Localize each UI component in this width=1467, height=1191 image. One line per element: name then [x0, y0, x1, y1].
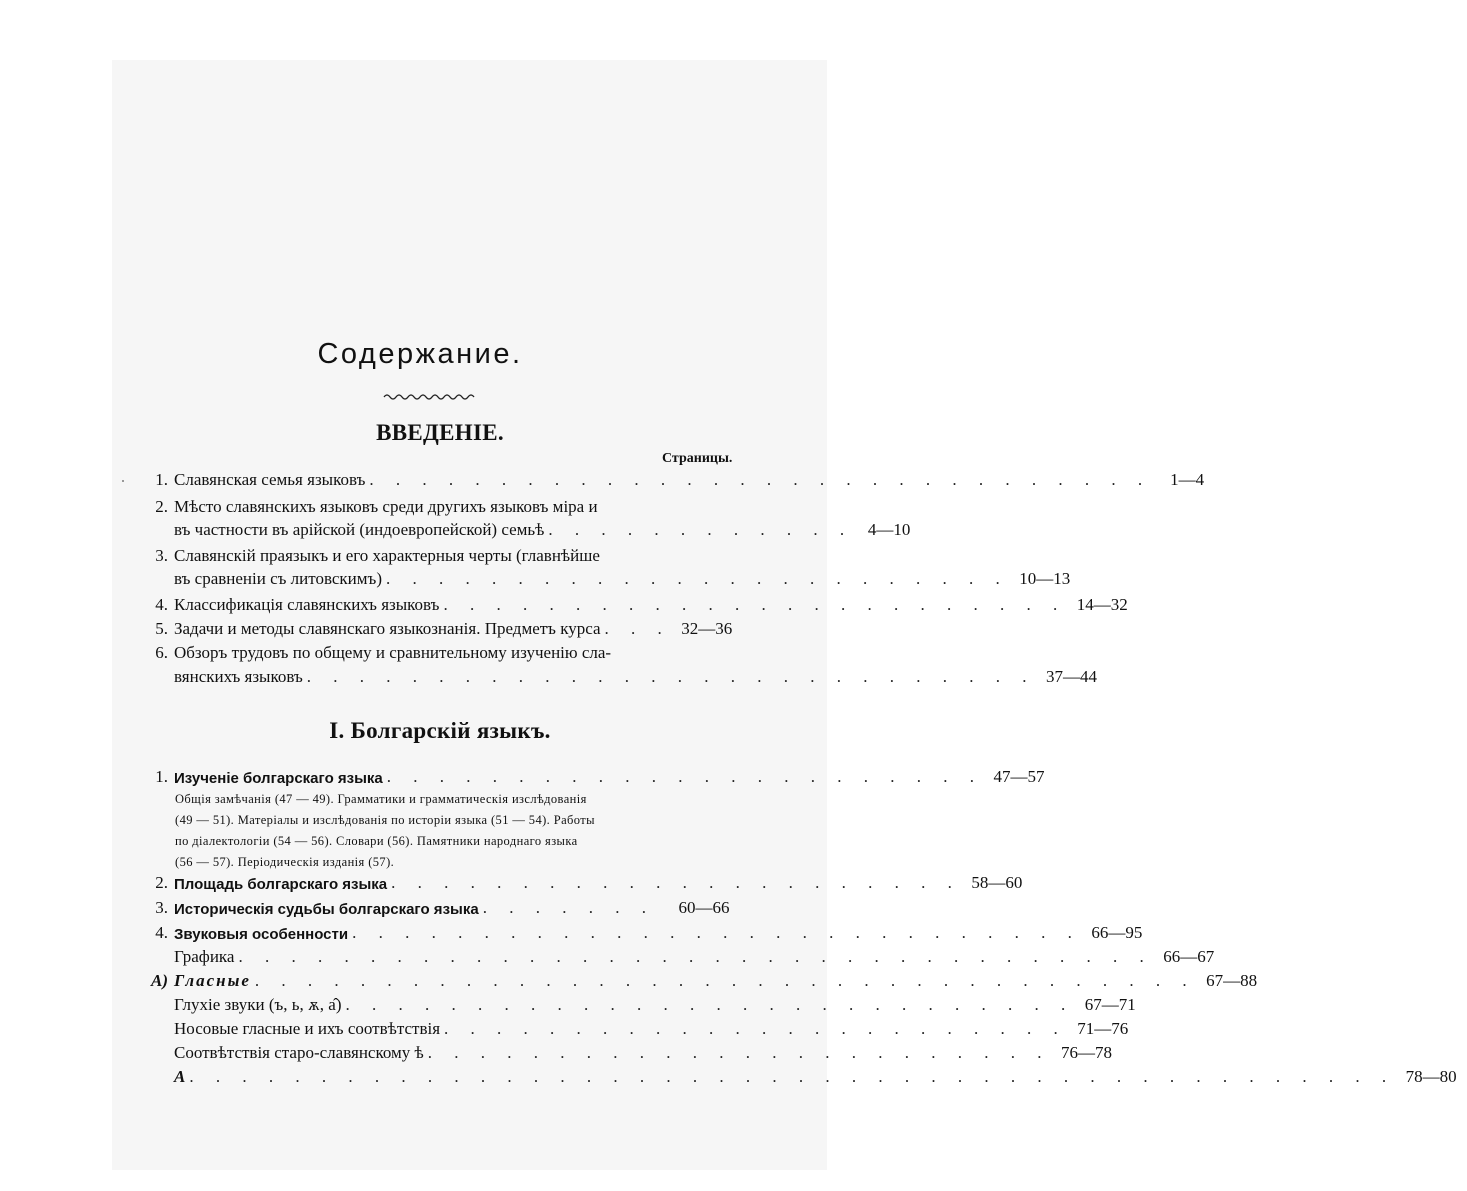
entry-pages: 78—80 — [1405, 1067, 1457, 1086]
toc-entry-part1-2[interactable] — [140, 871, 1023, 893]
toc-entry-intro-6-cont[interactable] — [140, 665, 1098, 687]
entry-number: 3. — [155, 898, 168, 917]
entry-title-continuation: въ сравненіи съ литовскимъ) — [174, 569, 382, 588]
entry-pages: 47—57 — [993, 767, 1045, 786]
entry-number: 6. — [155, 643, 168, 662]
dot-leader: . . . . . . . . . . . . . . . . . . . . . . . . . . . . — [345, 995, 1075, 1014]
page-title: Содержание. — [317, 338, 523, 370]
entry-pages: 67—88 — [1206, 971, 1258, 990]
entry-title: Соотвѣтствія старо-славянскому ѣ — [174, 1043, 424, 1062]
toc-entry-intro-2[interactable] — [140, 495, 740, 517]
entry-pages: 10—13 — [1019, 569, 1071, 588]
toc-entry-part1-a[interactable] — [140, 1065, 1457, 1087]
entry-number: 4. — [155, 595, 168, 614]
dot-leader: . . . . . . . . . . . . . . . . . . . . . . . . . . . . — [352, 923, 1081, 942]
wave-ornament-icon — [382, 392, 476, 402]
toc-entry-intro-4[interactable] — [140, 593, 1128, 615]
dot-leader: . . . . . . . . . . . . . . . . . . . . . . . . . . . . . . . . . . . . — [254, 971, 1196, 990]
dot-leader: . . . . . . . . . . . . . . . . . . . . . . . . . . . . . . . . . . . . . . . . . . . . . . — [189, 1067, 1396, 1086]
toc-entry-part1-nasal[interactable] — [140, 1017, 1129, 1039]
toc-entry-part1-3[interactable] — [140, 896, 740, 918]
sub-description-line: (56 — 57). Періодическія изданія (57). — [175, 855, 395, 869]
toc-entry-intro-5[interactable] — [140, 617, 740, 639]
entry-number: 2. — [155, 873, 168, 892]
toc-entry-part1-vowels[interactable] — [140, 969, 1258, 991]
dot-leader: . . . . . . . — [482, 898, 655, 917]
entry-pages: 32—36 — [681, 619, 733, 638]
entry-title: Славянская семья языковъ — [174, 470, 366, 489]
toc-entry-part1-4[interactable] — [140, 921, 1143, 943]
toc-entry-intro-6[interactable] — [140, 641, 740, 663]
entry-pages: 71—76 — [1077, 1019, 1129, 1038]
sub-description-line: Общія замѣчанія (47 — 49). Грамматики и грамматическія изслѣдованія — [175, 792, 587, 806]
entry-title-continuation: вянскихъ языковъ — [174, 667, 303, 686]
entry-title: А — [174, 1067, 186, 1086]
part1-heading: I. Болгарскій языкъ. — [329, 718, 551, 743]
entry-title: Историческія судьбы болгарскаго языка — [174, 901, 479, 918]
entry-pages: 66—67 — [1163, 947, 1215, 966]
dot-leader: . . . . . . . . . . . . . . . . . . . . . . . — [386, 767, 984, 786]
entry-title: Классификація славянскихъ языковъ — [174, 595, 440, 614]
entry-number: 1. — [155, 767, 168, 786]
entry-title: Графика — [174, 947, 235, 966]
entry-title: Славянскій праязыкъ и его характерныя черты (главнѣйше — [174, 546, 600, 565]
toc-entry-intro-3[interactable] — [140, 544, 740, 566]
toc-entry-part1-grafika[interactable] — [140, 945, 1215, 967]
dot-leader: . . . . . . . . . . . . — [548, 520, 854, 539]
entry-pages: 66—95 — [1091, 923, 1143, 942]
entry-title: Звуковыя особенности — [174, 926, 349, 943]
entry-number: 2. — [155, 497, 168, 516]
dot-leader: . . . . . . . . . . . . . . . . . . . . . . . . . . . . — [306, 667, 1036, 686]
dot-leader: . . . . . . . . . . . . . . . . . . . . . . . . . . . . . . . . . . . — [238, 947, 1153, 966]
entry-title-continuation: въ частности въ арійской (индоевропейской) семьѣ — [174, 520, 545, 539]
sub-description-line: (49 — 51). Матеріалы и изслѣдованія по исторіи языка (51 — 54). Работы — [175, 813, 595, 827]
entry-number: 1. — [155, 470, 168, 489]
entry-title: Изученіе болгарскаго языка — [174, 770, 383, 787]
dot-leader: . . . . . . . . . . . . . . . . . . . . . . . . — [427, 1043, 1051, 1062]
dot-leader: . . . . . . . . . . . . . . . . . . . . . . — [391, 873, 961, 892]
toc-entry-part1-deaf-sounds[interactable] — [140, 993, 1136, 1015]
entry-pages: 1—4 — [1170, 470, 1205, 489]
entry-title: Задачи и методы славянскаго языкознанія. Предметъ курса — [174, 619, 601, 638]
dot-leader: . . . . . . . . . . . . . . . . . . . . . . . . — [444, 1019, 1067, 1038]
dot-leader: . . . . . . . . . . . . . . . . . . . . . . . . — [443, 595, 1067, 614]
entry-pages: 76—78 — [1061, 1043, 1113, 1062]
entry-number: А) — [151, 971, 168, 990]
entry-number: 3. — [155, 546, 168, 565]
entry-title: Площадь болгарскаго языка — [174, 876, 388, 893]
entry-title: Глухіе звуки (ъ, ь, ѫ, а̂) — [174, 995, 342, 1014]
entry-pages: 14—32 — [1076, 595, 1128, 614]
entry-pages: 37—44 — [1046, 667, 1098, 686]
dot-leader: . . . — [604, 619, 671, 638]
entry-number: 4. — [155, 923, 168, 942]
toc-entry-intro-1[interactable] — [140, 468, 1205, 490]
toc-entry-intro-3-cont[interactable] — [140, 567, 1071, 589]
toc-entry-intro-2-cont[interactable] — [140, 518, 911, 540]
entry-title: Мѣсто славянскихъ языковъ среди другихъ языковъ міра и — [174, 497, 598, 516]
entry-title: Гласные — [174, 971, 251, 990]
entry-pages: 4—10 — [867, 520, 911, 539]
toc-entry-part1-yat[interactable] — [140, 1041, 1113, 1063]
intro-heading: ВВЕДЕНІЕ. — [376, 420, 504, 445]
entry-pages: 67—71 — [1084, 995, 1136, 1014]
entry-title: Обзоръ трудовъ по общему и сравнительному изученію сла- — [174, 643, 612, 662]
entry-pages: 58—60 — [971, 873, 1023, 892]
entry-title: Носовые гласные и ихъ соотвѣтствія — [174, 1019, 441, 1038]
toc-entry-part1-1[interactable] — [140, 765, 1045, 787]
pages-column-header: Страницы. — [662, 451, 733, 466]
dot-leader: . . . . . . . . . . . . . . . . . . . . . . . . . . . . . . — [369, 470, 1152, 489]
entry-number: 5. — [155, 619, 168, 638]
sub-description-line: по діалектологіи (54 — 56). Словари (56). Памятники народнаго языка — [175, 834, 578, 848]
entry-pages: 60—66 — [678, 898, 730, 917]
dot-leader: . . . . . . . . . . . . . . . . . . . . . . . . — [385, 569, 1009, 588]
